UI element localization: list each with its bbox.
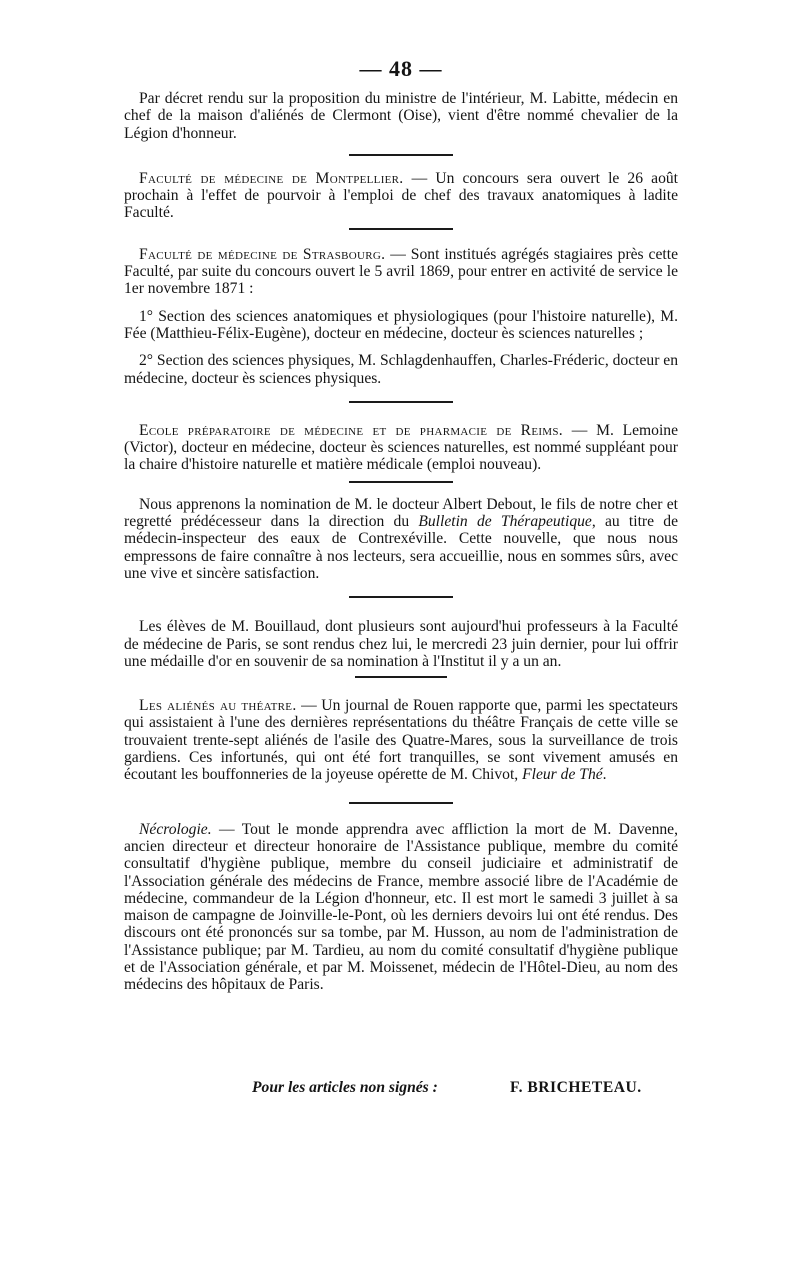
paragraph-reims bbox=[124, 422, 678, 474]
list-item-section-2: 2° Section des sciences physiques, M. Schlagdenhauffen, Charles-Fréderic, docteur en médecine, docteur ès sciences physiques. bbox=[124, 352, 679, 387]
paragraph-text: — Sont institués agrégés stagiaires près cette Faculté, par suite du concours ouvert le 5 avril 1869, pour entrer en activité de service le 1er novembre 1871 : bbox=[124, 245, 678, 298]
section-heading: Les aliénés au théatre. bbox=[139, 697, 297, 715]
section-heading: Nécrologie. bbox=[139, 820, 212, 838]
separator-rule bbox=[349, 401, 453, 403]
signature-label: Pour les articles non signés : bbox=[252, 1079, 438, 1096]
section-heading: Faculté de médecine de Strasbourg. bbox=[139, 245, 386, 263]
separator-rule bbox=[349, 802, 453, 804]
separator-rule bbox=[349, 481, 453, 483]
paragraph-text: — M. Lemoine (Victor), docteur en médecine, docteur ès sciences naturelles, est nommé suppléant pour la chaire d'histoire naturelle et matière médicale (emploi nouveau). bbox=[124, 421, 678, 474]
paragraph-montpellier bbox=[124, 170, 678, 222]
section-heading: Faculté de médecine de Montpellier. bbox=[139, 169, 404, 187]
operetta-title: Fleur de Thé bbox=[522, 766, 603, 784]
paragraph-text: — Un concours sera ouvert le 26 août prochain à l'effet de pourvoir à l'emploi de chef des travaux anatomiques à ladite Faculté. bbox=[124, 169, 678, 222]
paragraph-text: — Tout le monde apprendra avec affliction la mort de M. Davenne, ancien directeur et directeur honoraire de l'Assistance publique, membre du comité consultatif d'hygiène publique, membre du conseil judiciaire et administratif de l'Association générale des médecins de France, membre associé libre de l'Académie de médecine, commandeur de la Légion d'honneur, etc. Il est mort le samedi 3 juillet à sa maison de campagne de Joinville-le-Pont, où les derniers devoirs lui ont été rendus. Des discours ont été prononcés sur sa tombe, par M. Husson, au nom de l'administration de l'Assistance publique; par M. Tardieu, au nom du comité consultatif d'hygiène publique et de l'Association générale, et par M. Moissenet, médecin de l'Hôtel-Dieu, au nom des médecins des hôpitaux de Paris. bbox=[124, 820, 678, 994]
section-heading: Ecole préparatoire de médecine et de pharmacie de Reims. bbox=[139, 421, 564, 439]
paragraph-bouillaud: Les élèves de M. Bouillaud, dont plusieurs sont aujourd'hui professeurs à la Faculté de médecine de Paris, se sont rendus chez lui, le mercredi 23 juin dernier, pour lui offrir une médaille d'or en souvenir de sa nomination à l'Institut il y a un an. bbox=[124, 618, 678, 670]
list-item-section-1: 1° Section des sciences anatomiques et physiologiques (pour l'histoire naturelle), M. Fée (Matthieu-Félix-Eugène), docteur en médecine, docteur ès sciences naturelles ; bbox=[124, 307, 678, 342]
paragraph-text: — Un journal de Rouen rapporte que, parmi les spectateurs qui assistaient à l'une des dernières représentations du théâtre Français de cette ville se trouvaient trente-sept aliénés de l'asile des Quatre-Mares, sous la surveillance de trois gardiens. Ces infortunés, qui ont été fort tranquilles, se sont vivement amusés en écoutant les bouffonneries de la joyeuse opérette de M. Chivot, bbox=[124, 697, 679, 784]
paragraph-text: , au titre de médecin-inspecteur des eaux de Contrexéville. Cette nouvelle, que nous nous empressons de faire connaître à nos lecteurs, sera accueillie, nous en sommes sûrs, avec une vive et sincère satisfaction. bbox=[124, 513, 678, 582]
paragraph-text: Nous apprenons la nomination de M. le docteur Albert Debout, le fils de notre cher et regretté prédécesseur dans la direction du bbox=[124, 495, 678, 531]
paragraph-text: . bbox=[602, 766, 607, 784]
paragraph-debout bbox=[124, 496, 678, 582]
signature-name: F. BRICHETEAU. bbox=[510, 1079, 642, 1096]
separator-rule bbox=[355, 676, 447, 678]
paragraph-alienes-theatre bbox=[124, 697, 678, 783]
page-number: — 48 — bbox=[359, 56, 443, 81]
paragraph-labitte: Par décret rendu sur la proposition du ministre de l'intérieur, M. Labitte, médecin en chef de la maison d'aliénés de Clermont (Oise), vient d'être nommé chevalier de la Légion d'honneur. bbox=[124, 90, 678, 142]
separator-rule bbox=[349, 228, 453, 230]
paragraph-necrologie bbox=[124, 821, 678, 994]
separator-rule bbox=[349, 154, 453, 156]
separator-rule bbox=[349, 596, 453, 598]
paragraph-strasbourg bbox=[124, 246, 678, 298]
journal-title: Bulletin de Thérapeutique bbox=[418, 513, 592, 531]
page-body bbox=[124, 56, 678, 994]
